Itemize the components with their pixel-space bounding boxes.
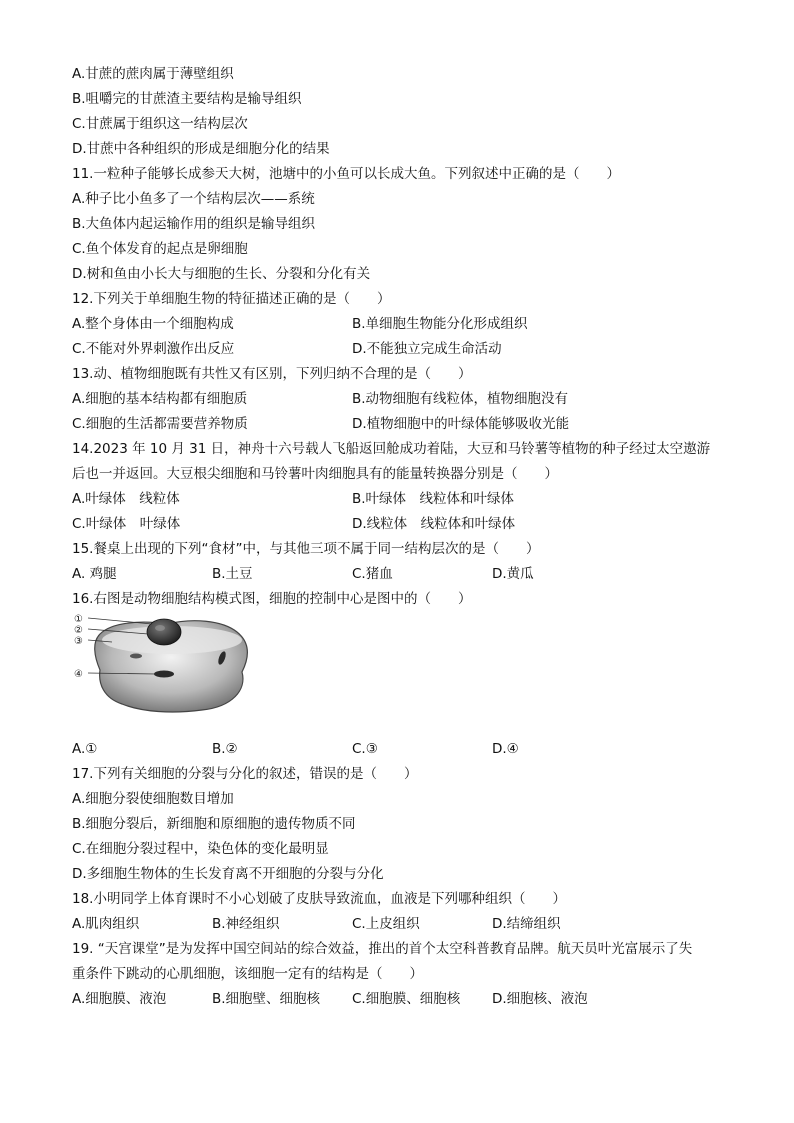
q19-option-d: D.细胞核、液泡	[492, 991, 588, 1007]
q15-option-d: D.黄瓜	[492, 566, 534, 582]
q18-option-b: B.神经组织	[212, 916, 280, 932]
q13-option-b: B.动物细胞有线粒体，植物细胞没有	[352, 391, 569, 407]
q11-option-d: D.树和鱼由小长大与细胞的生长、分裂和分化有关	[72, 266, 371, 282]
q13-option-a: A.细胞的基本结构都有细胞质	[72, 391, 248, 407]
q12-stem: 12.下列关于单细胞生物的特征描述正确的是（ ）	[72, 291, 391, 307]
q15-options-row	[72, 562, 732, 587]
q11-stem: 11.一粒种子能够长成参天大树，池塘中的小鱼可以长成大鱼。下列叙述中正确的是（ ）	[72, 166, 620, 182]
q14-option-b: B.叶绿体 线粒体和叶绿体	[352, 491, 515, 507]
q11-option-a: A.种子比小鱼多了一个结构层次——系统	[72, 191, 315, 207]
q14-stem-line-1: 14.2023 年 10 月 31 日，神舟十六号载人飞船返回舱成功着陆，大豆和马铃薯等植物的种子经过太空遨游	[72, 441, 711, 457]
q11-option-c: C.鱼个体发育的起点是卵细胞	[72, 241, 248, 257]
mitochondrion	[130, 654, 142, 659]
q16-stem: 16.右图是动物细胞结构模式图，细胞的控制中心是图中的（ ）	[72, 591, 472, 607]
mitochondrion	[154, 671, 174, 678]
q10-option-b: B.咀嚼完的甘蔗渣主要结构是输导组织	[72, 91, 302, 107]
q14-options-row-1	[72, 487, 732, 512]
q17-option-d: D.多细胞生物体的生长发育离不开细胞的分裂与分化	[72, 866, 384, 882]
q16-options-row	[72, 737, 732, 762]
q17-option-c: C.在细胞分裂过程中，染色体的变化最明显	[72, 841, 329, 857]
q13-option-c: C.细胞的生活都需要营养物质	[72, 416, 248, 432]
q12-option-a: A.整个身体由一个细胞构成	[72, 316, 234, 332]
q13-options-row-1	[72, 387, 732, 412]
figure-label-2: ②	[74, 625, 83, 636]
q11-option-b: B.大鱼体内起运输作用的组织是输导组织	[72, 216, 316, 232]
cell-nucleus	[147, 619, 181, 645]
q15-stem: 15.餐桌上出现的下列“食材”中，与其他三项不属于同一结构层次的是（ ）	[72, 541, 540, 557]
q18-options-row	[72, 912, 732, 937]
q19-stem-line-2: 重条件下跳动的心肌细胞，该细胞一定有的结构是（ ）	[72, 966, 423, 982]
q13-stem: 13.动、植物细胞既有共性又有区别，下列归纳不合理的是（ ）	[72, 366, 472, 382]
q14-stem-line-2: 后也一并返回。大豆根尖细胞和马铃薯叶肉细胞具有的能量转换器分别是（ ）	[72, 466, 558, 482]
figure-label-4: ④	[74, 669, 83, 680]
q17-option-b: B.细胞分裂后，新细胞和原细胞的遗传物质不同	[72, 816, 356, 832]
q15-option-c: C.猪血	[352, 566, 393, 582]
q18-option-c: C.上皮组织	[352, 916, 420, 932]
q17-stem: 17.下列有关细胞的分裂与分化的叙述，错误的是（ ）	[72, 766, 418, 782]
q17-option-a: A.细胞分裂使细胞数目增加	[72, 791, 234, 807]
q12-option-c: C.不能对外界刺激作出反应	[72, 341, 235, 357]
exam-page	[72, 62, 732, 1012]
q18-option-d: D.结缔组织	[492, 916, 561, 932]
q19-option-c: C.细胞膜、细胞核	[352, 991, 461, 1007]
animal-cell-diagram	[72, 612, 262, 737]
q15-option-b: B.土豆	[212, 566, 253, 582]
label-line-1	[88, 618, 152, 624]
q10-option-c: C.甘蔗属于组织这一结构层次	[72, 116, 248, 132]
q19-option-a: A.细胞膜、液泡	[72, 991, 167, 1007]
nucleolus	[155, 625, 165, 631]
figure-label-1: ①	[74, 614, 83, 625]
q13-options-row-2	[72, 412, 732, 437]
q19-options-row	[72, 987, 732, 1012]
q16-option-b: B.②	[212, 741, 238, 757]
q10-option-d: D.甘蔗中各种组织的形成是细胞分化的结果	[72, 141, 330, 157]
animal-cell-figure	[72, 612, 732, 737]
q15-option-a: A. 鸡腿	[72, 566, 117, 582]
q18-stem: 18.小明同学上体育课时不小心划破了皮肤导致流血，血液是下列哪种组织（ ）	[72, 891, 566, 907]
q19-option-b: B.细胞壁、细胞核	[212, 991, 321, 1007]
figure-label-3: ③	[74, 636, 83, 647]
q16-option-c: C.③	[352, 741, 378, 757]
q14-options-row-2	[72, 512, 732, 537]
q12-option-d: D.不能独立完成生命活动	[352, 341, 502, 357]
q19-stem-line-1: 19. “天宫课堂”是为发挥中国空间站的综合效益，推出的首个太空科普教育品牌。航天员叶光富展示了失	[72, 941, 693, 957]
q12-options-row-2	[72, 337, 732, 362]
q10-option-a: A.甘蔗的蔗肉属于薄壁组织	[72, 66, 234, 82]
q16-option-a: A.①	[72, 741, 98, 757]
q12-option-b: B.单细胞生物能分化形成组织	[352, 316, 528, 332]
q16-option-d: D.④	[492, 741, 519, 757]
q18-option-a: A.肌肉组织	[72, 916, 140, 932]
q12-options-row-1	[72, 312, 732, 337]
q13-option-d: D.植物细胞中的叶绿体能够吸收光能	[352, 416, 570, 432]
q14-option-c: C.叶绿体 叶绿体	[72, 516, 181, 532]
q14-option-a: A.叶绿体 线粒体	[72, 491, 180, 507]
q14-option-d: D.线粒体 线粒体和叶绿体	[352, 516, 516, 532]
